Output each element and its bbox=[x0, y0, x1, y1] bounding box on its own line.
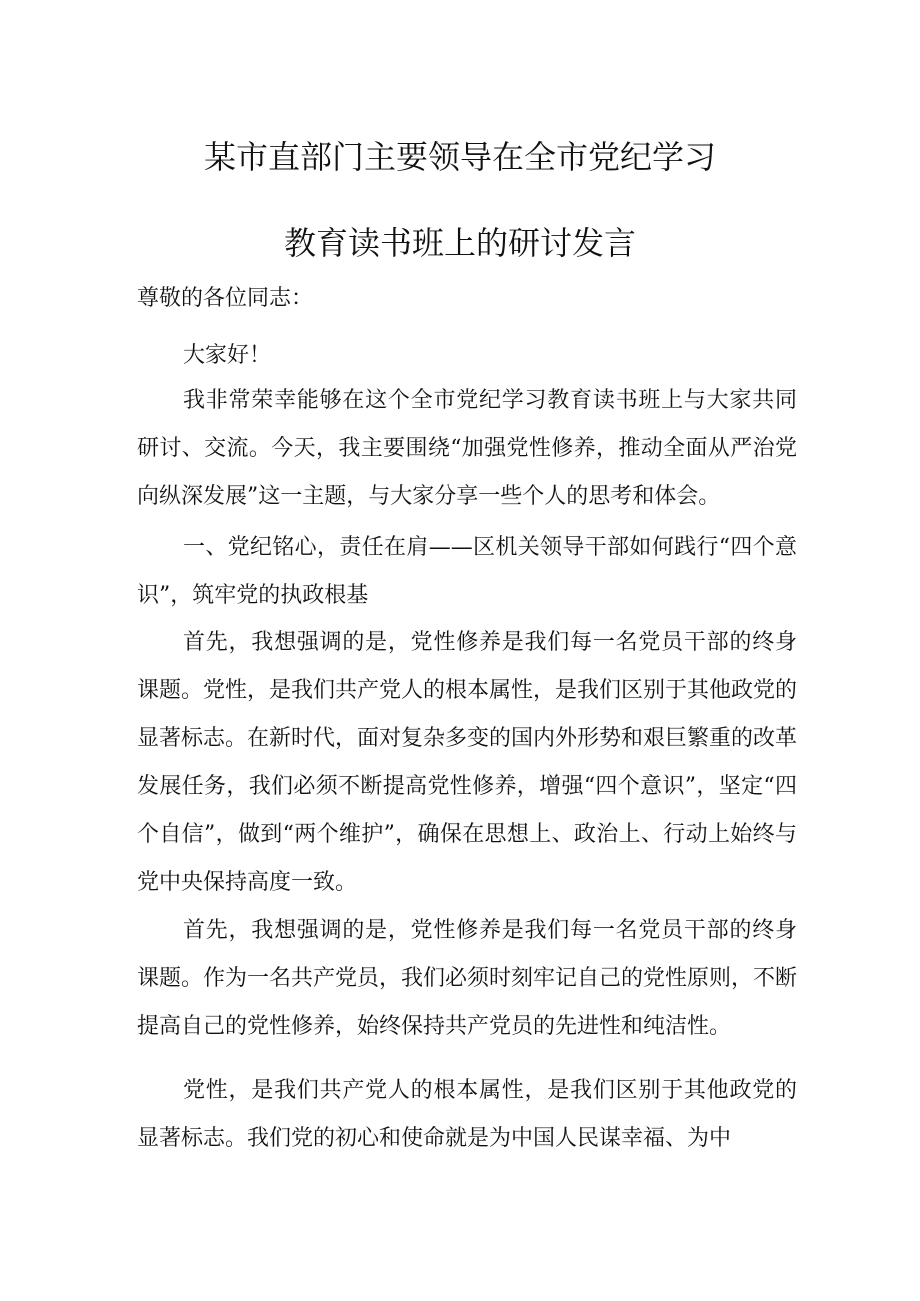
paragraph-body: 首先，我想强调的是，党性修养是我们每一名党员干部的终身课题。作为一名共产党员，我们必须时刻牢记自己的党性原则，不断提高自己的党性修养，始终保持共产党员的先进性和纯洁性。 bbox=[137, 918, 798, 1039]
paragraph-greeting: 大家好！ bbox=[183, 343, 272, 368]
paragraph-intro: 我非常荣幸能够在这个全市党纪学习教育读书班上与大家共同研讨、交流。今天，我主要围绕“加强党性修养，推动全面从严治党向纵深发展”这一主题，与大家分享一些个人的思考和体会。 bbox=[137, 388, 797, 509]
paragraph-body: 首先，我想强调的是，党性修养是我们每一名党员干部的终身课题。党性，是我们共产党人的根本属性，是我们区别于其他政党的显著标志。在新时代，面对复杂多变的国内外形势和艰巨繁重的改革发展任务，我们必须不断提高党性修养，增强“四个意识”，坚定“四个自信”，做到“两个维护”，确保在思想上、政治上、行动上始终与党中央保持高度一致。 bbox=[137, 630, 798, 895]
document-title-line-2: 教育读书班上的研讨发言 bbox=[283, 224, 636, 262]
section-heading-1: 一、党纪铭心，责任在肩——区机关领导干部如何践行“四个意识”，筑牢党的执政根基 bbox=[137, 535, 797, 608]
document-title-line-1: 某市直部门主要领导在全市党纪学习 bbox=[203, 138, 716, 176]
paragraph-body: 党性，是我们共产党人的根本属性，是我们区别于其他政党的显著标志。我们党的初心和使命就是为中国人民谋幸福、为中 bbox=[137, 1078, 797, 1151]
salutation: 尊敬的各位同志： bbox=[137, 286, 314, 311]
